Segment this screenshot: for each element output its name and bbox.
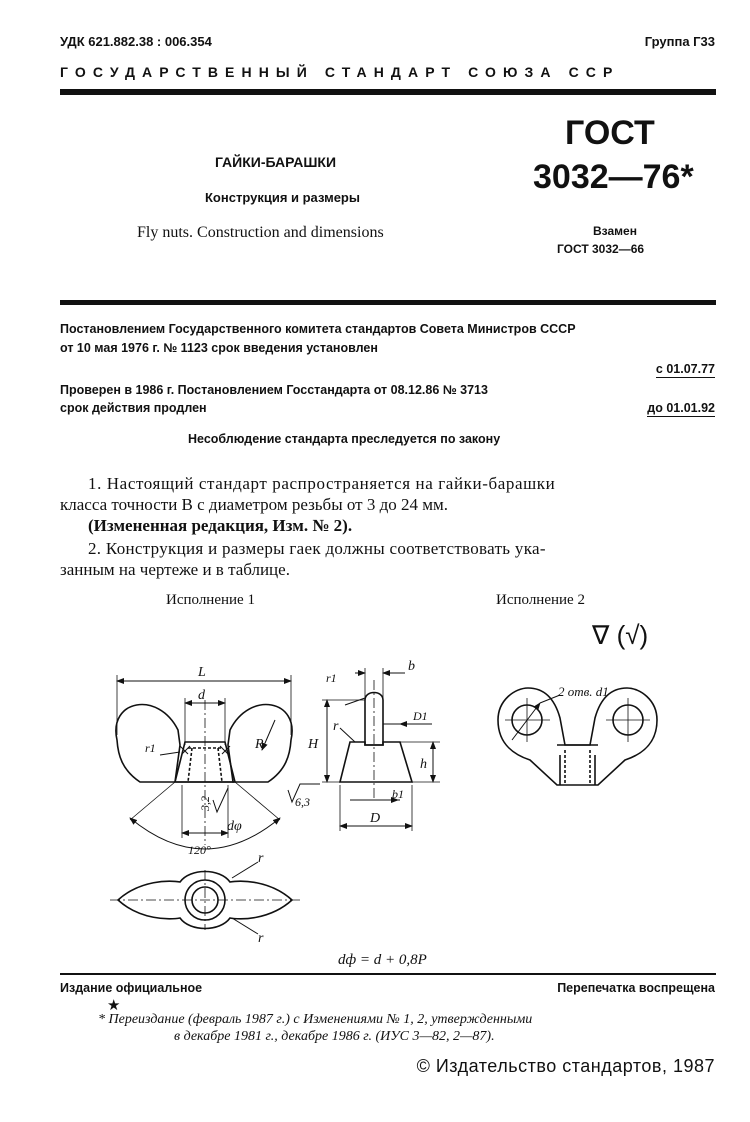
decree-line-1: Постановлением Государственного комитета стандартов Совета Министров СССР [60,322,576,336]
label-H: H [308,737,319,752]
udk-code: УДК 621.882.38 : 006.354 [60,34,212,49]
reissue-note-line-1: * Переиздание (февраль 1987 г.) с Изменениями № 1, 2, утвержденными [98,1012,533,1027]
gost-number: 3032—76* [533,158,694,196]
variant-1-top-view [110,862,300,934]
document-title: ГАЙКИ-БАРАШКИ [215,154,337,170]
label-roughness-63: 6,3 [295,795,310,809]
extension-date: до 01.01.92 [647,401,715,415]
label-L: L [198,665,206,680]
label-D1: D1 [413,709,428,723]
label-b: b [408,659,415,674]
english-title: Fly nuts. Construction and dimensions [137,224,384,241]
copyright: © Издательство стандартов, 1987 [416,1056,715,1076]
label-r-side: r [333,719,339,734]
footer-rule [60,973,716,975]
decree-line-2: от 10 мая 1976 г. № 1123 срок введения установлен [60,341,378,355]
gost-label: ГОСТ [565,114,655,152]
effective-date: с 01.07.77 [655,362,715,376]
replaces-value: ГОСТ 3032—66 [557,242,645,256]
reissue-note-line-2: в декабре 1981 г., декабре 1986 г. (ИУС 3—82, 2—87). [174,1029,495,1044]
label-r-top-2: r [258,931,264,946]
label-d-phi: dφ [227,819,242,834]
replaces-label: Взамен [593,224,637,238]
label-D: D [370,811,381,826]
group-code: Группа Г33 [644,34,715,49]
roughness-symbol: ∇ (√) [592,620,649,650]
paragraph-1: 1. Настоящий стандарт распространяется на гайки-барашки класса точности В с диаметром резьбы от 3 до 24 мм. (Измененная редакция, Изм. № 2). [60,474,556,535]
paragraph-2: 2. Конструкция и размеры гаек должны соответствовать ука- занным на чертеже и в таблице. [60,539,546,579]
label-angle: 120° [188,843,211,857]
label-R: R [255,737,264,752]
variant-1-label: Исполнение 1 [166,592,255,608]
variant-1-front-view [116,675,320,849]
reprint-prohibited: Перепечатка воспрещена [557,981,715,995]
variant-1-side-view [322,668,440,831]
label-r1: r1 [145,741,156,755]
label-r1-side: r1 [326,671,337,685]
state-standard-banner: ГОСУДАРСТВЕННЫЙ СТАНДАРТ СОЮЗА ССР [60,64,620,80]
decree-line-3: Проверен в 1986 г. Постановлением Госстандарта от 08.12.86 № 3713 [60,383,488,397]
label-d: d [198,688,205,703]
official-edition: Издание официальное [60,981,203,995]
formula: dф = d + 0,8P [338,952,427,968]
document-subtitle: Конструкция и размеры [205,190,360,205]
variant-2-view [498,688,657,785]
legal-warning: Несоблюдение стандарта преследуется по закону [188,432,501,446]
variant-2-label: Исполнение 2 [496,592,585,608]
label-holes: 2 отв. d1 [558,684,609,699]
label-roughness-32: 3,2 [198,796,212,811]
label-b1: b1 [392,787,404,801]
decree-line-4: срок действия продлен [60,401,207,415]
label-r-top-1: r [258,851,264,866]
star-mark: ★ [107,997,121,1014]
label-h: h [420,757,427,772]
